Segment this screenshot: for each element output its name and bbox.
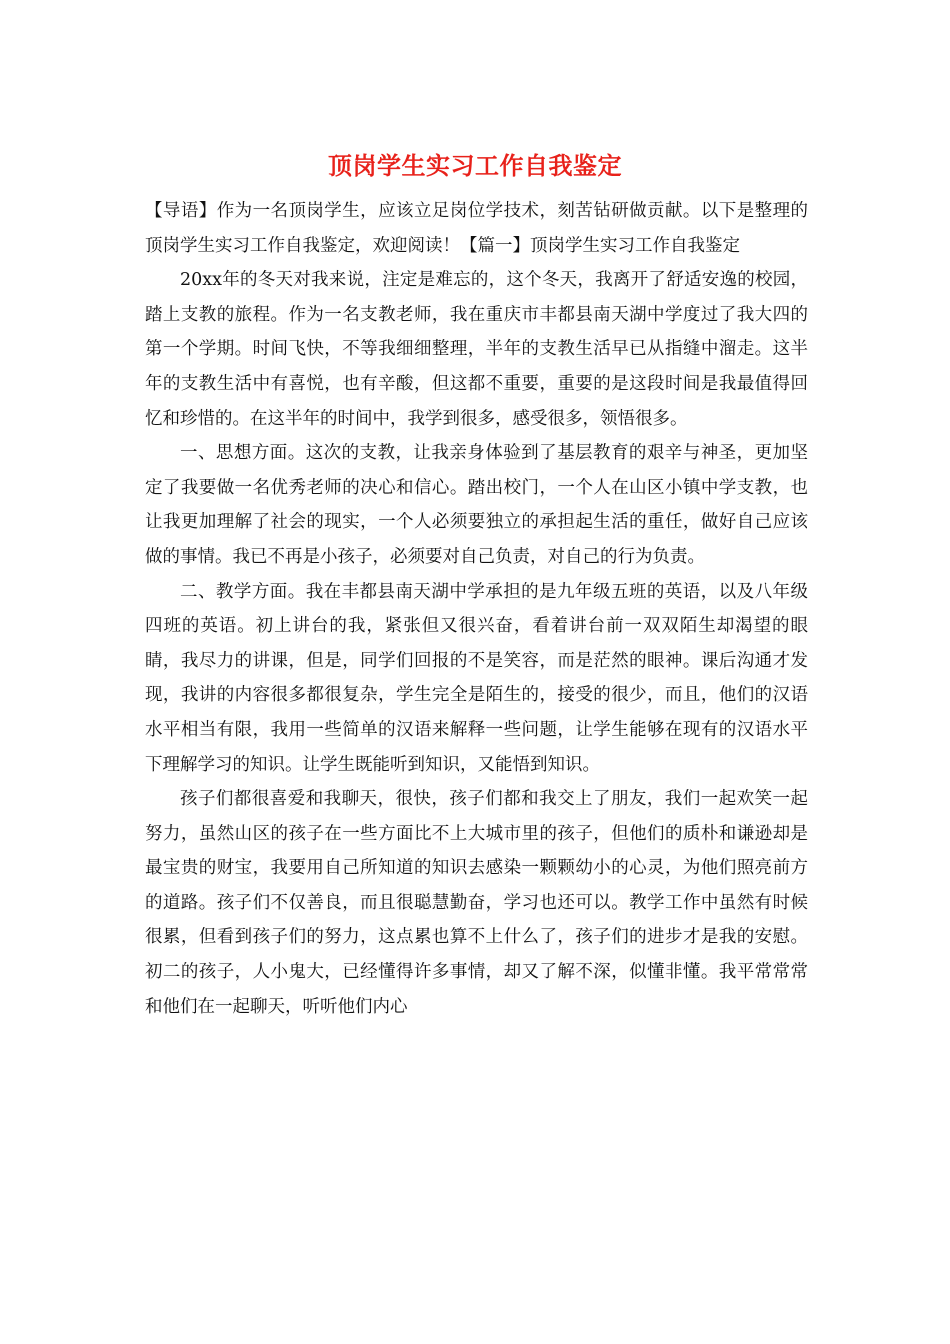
document-title: 顶岗学生实习工作自我鉴定 xyxy=(328,151,622,180)
document-body xyxy=(145,194,808,1024)
body-paragraph-1: 20xx年的冬天对我来说，注定是难忘的，这个冬天，我离开了舒适安逸的校园，踏上支教的旅程。作为一名支教老师，我在重庆市丰都县南天湖中学度过了我大四的第一个学期。时间飞快，不等我细细整理，半年的支教生活早已从指缝中溜走。这半年的支教生活中有喜悦，也有辛酸，但这都不重要，重要的是这段时间是我最值得回忆和珍惜的。在这半年的时间中，我学到很多，感受很多，领悟很多。 xyxy=(145,270,808,429)
intro-paragraph: 【导语】作为一名顶岗学生，应该立足岗位学技术，刻苦钻研做贡献。以下是整理的顶岗学生实习工作自我鉴定，欢迎阅读！【篇一】顶岗学生实习工作自我鉴定 xyxy=(145,201,808,256)
body-paragraph-3: 二、教学方面。我在丰都县南天湖中学承担的是九年级五班的英语，以及八年级四班的英语。初上讲台的我，紧张但又很兴奋，看着讲台前一双双陌生却渴望的眼睛，我尽力的讲课，但是，同学们回报的不是笑容，而是茫然的眼神。课后沟通才发现，我讲的内容很多都很复杂，学生完全是陌生的，接受的很少，而且，他们的汉语水平相当有限，我用一些简单的汉语来解释一些问题，让学生能够在现有的汉语水平下理解学习的知识。让学生既能听到知识，又能悟到知识。 xyxy=(145,581,808,775)
body-paragraph-4: 孩子们都很喜爱和我聊天，很快，孩子们都和我交上了朋友，我们一起欢笑一起努力，虽然山区的孩子在一些方面比不上大城市里的孩子，但他们的质朴和谦逊却是最宝贵的财宝，我要用自己所知道的知识去感染一颗颗幼小的心灵，为他们照亮前方的道路。孩子们不仅善良，而且很聪慧勤奋，学习也还可以。教学工作中虽然有时候很累，但看到孩子们的努力，这点累也算不上什么了，孩子们的进步才是我的安慰。初二的孩子，人小鬼大，已经懂得许多事情，却又了解不深，似懂非懂。我平常常常和他们在一起聊天，听听他们内心 xyxy=(145,789,808,1017)
body-paragraph-2: 一、思想方面。这次的支教，让我亲身体验到了基层教育的艰辛与神圣，更加坚定了我要做一名优秀老师的决心和信心。踏出校门，一个人在山区小镇中学支教，也让我更加理解了社会的现实，一个人必须要独立的承担起生活的重任，做好自己应该做的事情。我已不再是小孩子，必须要对自己负责，对自己的行为负责。 xyxy=(145,443,808,567)
